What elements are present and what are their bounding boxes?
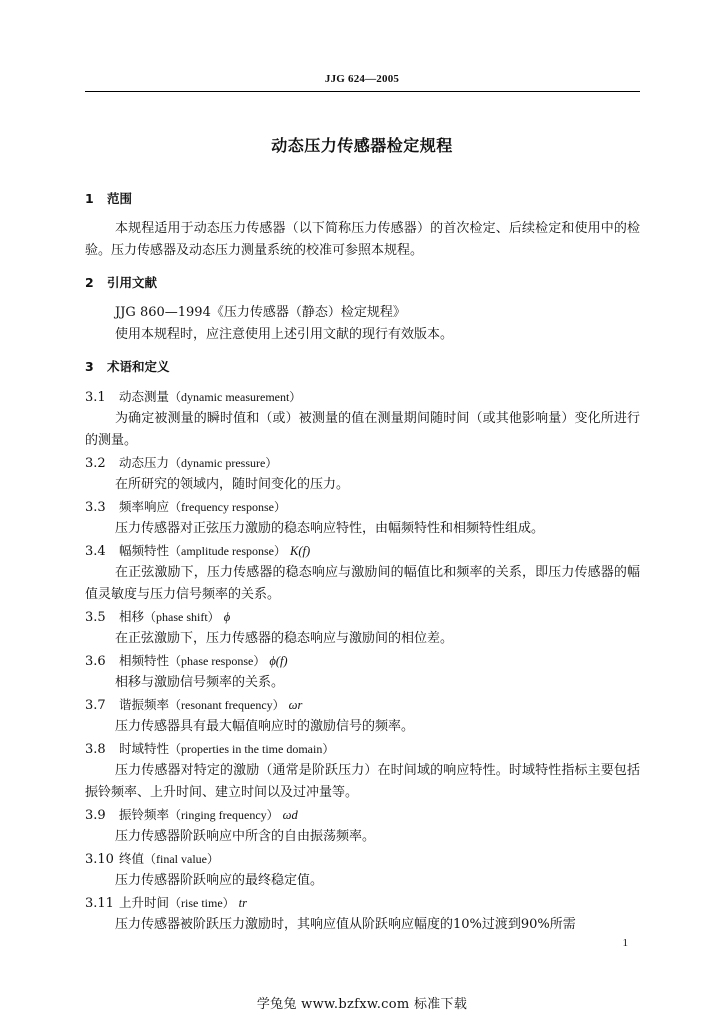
- term-definition: 相移与激励信号频率的关系。: [115, 675, 285, 690]
- term-english: （resonant frequency）: [169, 698, 285, 712]
- term-definition: 在所研究的领域内，随时间变化的压力。: [115, 477, 350, 492]
- section-1-heading: [85, 188, 640, 210]
- term-definition: 压力传感器对特定的激励（通常是阶跃压力）在时间域的响应特性。时域特性指标主要包括振铃频率、上升时间、建立时间以及过冲量等。: [85, 763, 640, 800]
- term-heading: [85, 738, 640, 760]
- term-symbol: ωr: [288, 698, 303, 712]
- term-english: （properties in the time domain）: [169, 742, 335, 756]
- term-heading: [85, 848, 640, 870]
- term-name: 频率响应: [119, 499, 170, 514]
- term-number: 3.3: [85, 500, 106, 515]
- term-name: 动态压力: [119, 455, 170, 470]
- term-heading: [85, 892, 640, 914]
- footer-watermark: 学兔兔 www.bzfxw.com 标准下载: [256, 997, 468, 1012]
- terms-list: [85, 386, 640, 936]
- term-heading: [85, 650, 640, 672]
- term-heading: [85, 386, 640, 408]
- term-number: 3.11: [85, 896, 114, 911]
- term-name: 动态测量: [119, 389, 170, 404]
- term-english: （dynamic measurement）: [169, 390, 302, 404]
- section-2-heading: [85, 272, 640, 294]
- term-english: （final value）: [144, 852, 219, 866]
- term-name: 相移: [119, 609, 145, 624]
- term-name: 终值: [119, 851, 145, 866]
- section-title: 术语和定义: [107, 359, 170, 374]
- section-1-paragraph: 本规程适用于动态压力传感器（以下简称压力传感器）的首次检定、后续检定和使用中的检验。压力传感器及动态压力测量系统的校准可参照本规程。: [85, 221, 640, 258]
- section-3-heading: [85, 356, 640, 378]
- term-name: 幅频特性: [119, 543, 170, 558]
- term-symbol: ϕ(f): [269, 654, 288, 668]
- header-code: JJG 624—2005: [324, 73, 400, 85]
- term-definition: 在正弦激励下，压力传感器的稳态响应与激励间的相位差。: [115, 631, 454, 646]
- term-heading: [85, 496, 640, 518]
- term-english: （amplitude response）: [169, 544, 286, 558]
- term-english: （phase shift）: [144, 610, 220, 624]
- term-name: 相频特性: [119, 653, 170, 668]
- term-definition: 在正弦激励下，压力传感器的稳态响应与激励间的幅值比和频率的关系，即压力传感器的幅值灵敏度与压力信号频率的关系。: [85, 565, 640, 602]
- page-number: 1: [622, 937, 628, 949]
- term-number: 3.5: [85, 610, 106, 625]
- term-name: 振铃频率: [119, 807, 170, 822]
- term-name: 谐振频率: [119, 697, 170, 712]
- term-name: 上升时间: [119, 895, 170, 910]
- term-heading: [85, 606, 640, 628]
- document-body: [85, 188, 640, 936]
- section-number: 2: [85, 275, 94, 290]
- term-definition: 压力传感器对正弦压力激励的稳态响应特性，由幅频特性和相频特性组成。: [115, 521, 545, 536]
- term-heading: [85, 804, 640, 826]
- section-2-reference: JJG 860—1994《压力传感器（静态）检定规程》: [115, 305, 406, 320]
- term-english: （ringing frequency）: [169, 808, 279, 822]
- term-english: （frequency response）: [169, 500, 286, 514]
- document-title: 动态压力传感器检定规程: [271, 136, 453, 155]
- term-heading: [85, 540, 640, 562]
- term-number: 3.9: [85, 808, 106, 823]
- term-number: 3.2: [85, 456, 106, 471]
- term-number: 3.7: [85, 698, 106, 713]
- term-number: 3.8: [85, 742, 106, 757]
- term-symbol: ωd: [282, 808, 298, 822]
- term-symbol: tr: [238, 896, 248, 910]
- term-heading: [85, 694, 640, 716]
- term-english: （rise time）: [169, 896, 235, 910]
- term-definition: 为确定被测量的瞬时值和（或）被测量的值在测量期间随时间（或其他影响量）变化所进行的测量。: [85, 411, 640, 448]
- header-rule: [85, 91, 640, 92]
- term-definition: 压力传感器具有最大幅值响应时的激励信号的频率。: [115, 719, 415, 734]
- term-name: 时域特性: [119, 741, 170, 756]
- term-symbol: ϕ: [223, 610, 231, 624]
- term-symbol: K(f): [290, 544, 311, 558]
- term-definition: 压力传感器阶跃响应中所含的自由振荡频率。: [115, 829, 376, 844]
- section-2-paragraph: 使用本规程时，应注意使用上述引用文献的现行有效版本。: [115, 327, 454, 342]
- term-definition: 压力传感器阶跃响应的最终稳定值。: [115, 873, 324, 888]
- term-number: 3.4: [85, 544, 106, 559]
- section-number: 1: [85, 191, 94, 206]
- section-title: 范围: [107, 191, 133, 206]
- term-number: 3.1: [85, 390, 106, 405]
- section-number: 3: [85, 359, 94, 374]
- term-heading: [85, 452, 640, 474]
- term-english: （dynamic pressure）: [169, 456, 278, 470]
- term-definition: 压力传感器被阶跃压力激励时，其响应值从阶跃响应幅度的10%过渡到90%所需: [115, 917, 576, 932]
- term-english: （phase response）: [169, 654, 266, 668]
- term-number: 3.6: [85, 654, 106, 669]
- term-number: 3.10: [85, 852, 114, 867]
- section-title: 引用文献: [107, 275, 158, 290]
